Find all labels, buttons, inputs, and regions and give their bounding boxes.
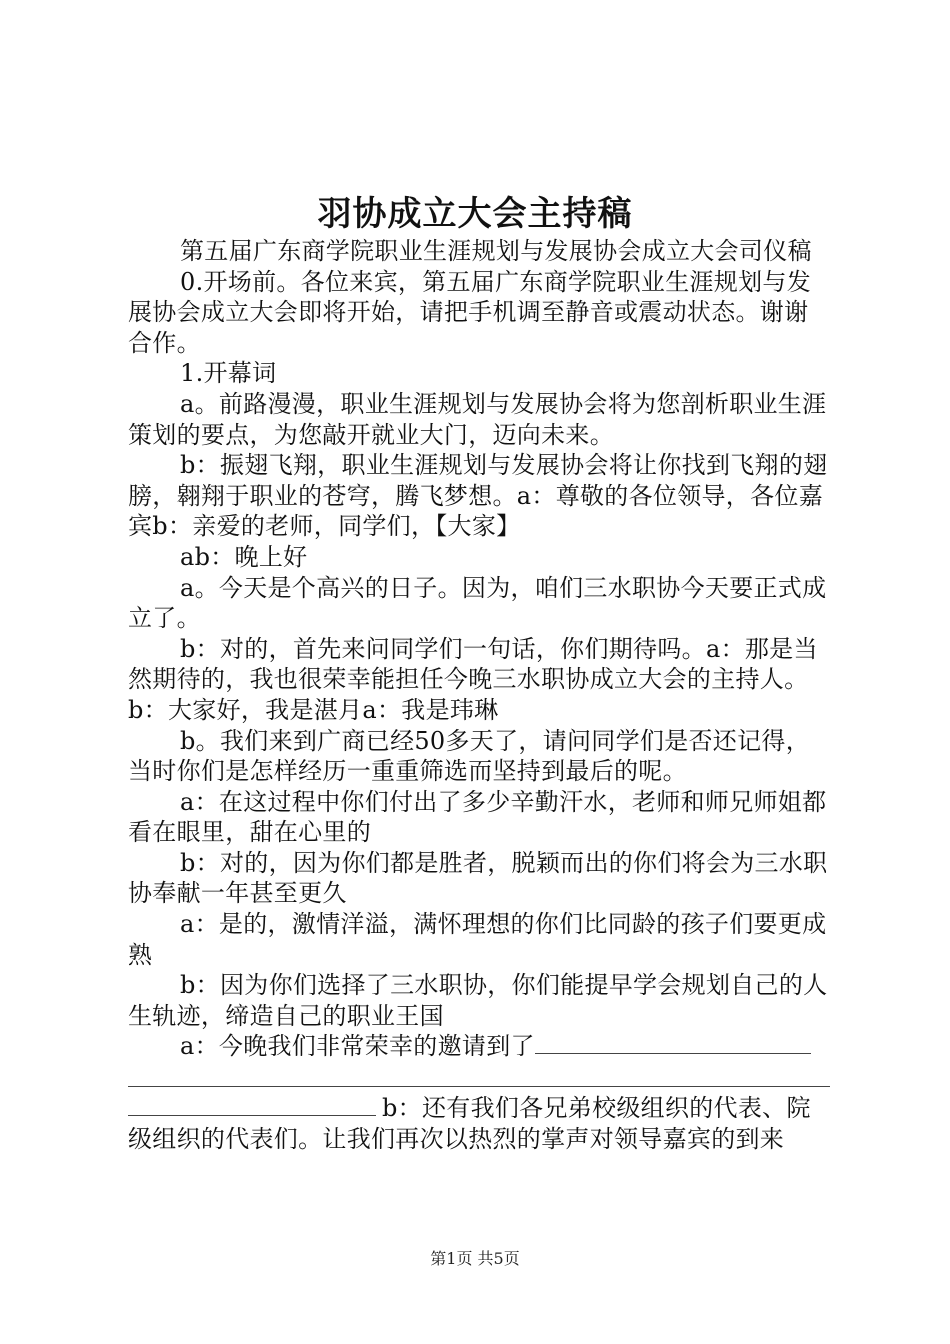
paragraph-continued [128, 1093, 830, 1154]
paragraph: b：对的，因为你们都是胜者，脱颖而出的你们将会为三水职协奉献一年甚至更久 [128, 848, 828, 908]
paragraph: ab：晚上好 [180, 542, 308, 571]
paragraph-with-blank [128, 1031, 830, 1062]
paragraph-text: a：今晚我们非常荣幸的邀请到了 [180, 1032, 535, 1061]
paragraph: a。今天是个高兴的日子。因为，咱们三水职协今天要正式成立了。 [128, 573, 827, 633]
fill-in-blank-line [128, 1093, 376, 1116]
page-footer: 第1页 共5页 [430, 1249, 520, 1268]
document-body [128, 236, 830, 1154]
paragraph: b：振翅飞翔，职业生涯规划与发展协会将让你找到飞翔的翅膀，翱翔于职业的苍穹，腾飞梦想。a：尊敬的各位领导，各位嘉宾b：亲爱的老师，同学们，【大家】 [128, 451, 828, 541]
paragraph: 1.开幕词 [180, 359, 277, 388]
paragraph-text: b：还有我们各兄弟校级组织的代表、院级组织的代表们。让我们再次以热烈的掌声对领导嘉宾的到来 [128, 1094, 811, 1153]
paragraph: b：因为你们选择了三水职协，你们能提早学会规划自己的人生轨迹，缔造自己的职业王国 [128, 971, 828, 1030]
paragraph: a。前路漫漫，职业生涯规划与发展协会将为您剖析职业生涯策划的要点，为您敲开就业大门，迈向未来。 [128, 389, 827, 449]
paragraph: b：对的，首先来问同学们一句话，你们期待吗。a：那是当然期待的，我也很荣幸能担任今晚三水职协成立大会的主持人。b：大家好，我是湛月a：我是玮琳 [128, 634, 818, 724]
fill-in-blank-line [535, 1031, 811, 1054]
paragraph: b。我们来到广商已经50多天了，请问同学们是否还记得，当时你们是怎样经历一重重筛选而坚持到最后的呢。 [128, 726, 811, 786]
document-title: 羽协成立大会主持稿 [317, 194, 633, 234]
paragraph: 第五届广东商学院职业生涯规划与发展协会成立大会司仪稿 [180, 237, 812, 265]
paragraph: a：是的，激情洋溢，满怀理想的你们比同龄的孩子们要更成熟 [128, 910, 827, 969]
paragraph: 0.开场前。各位来宾，第五届广东商学院职业生涯规划与发展协会成立大会即将开始，请把手机调至静音或震动状态。谢谢合作。 [128, 267, 811, 357]
fill-in-blank-full-line [128, 1066, 830, 1087]
paragraph: a：在这过程中你们付出了多少辛勤汗水，老师和师兄师姐都看在眼里，甜在心里的 [128, 787, 827, 847]
